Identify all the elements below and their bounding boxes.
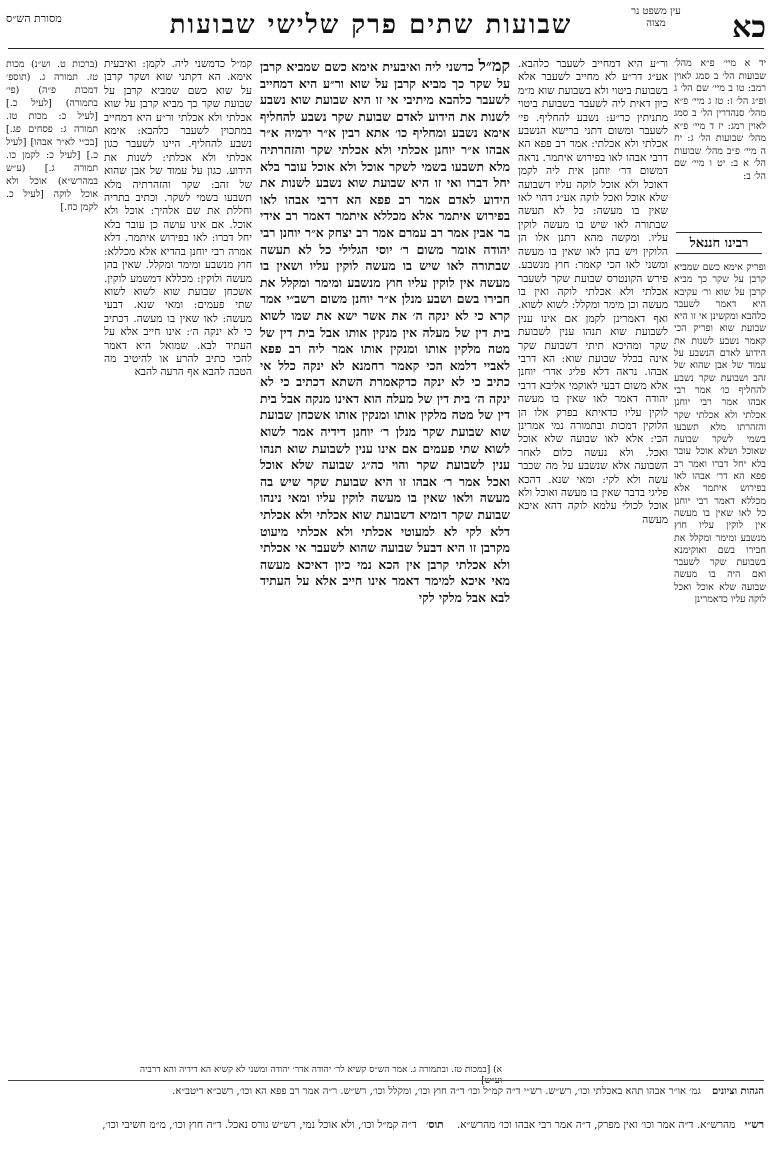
ein-mishpat-text: יד א מיי׳ פ״א מהל׳ שבועות הל׳ ב סמג לאוין רמב: טו ב מיי׳ שם הל׳ ג ופ״ג הל׳ ז: טז ג מיי׳ פ״א מהל׳ סנהדרין הל׳ ב סמג לאוין רמג: יז ד מיי׳ פ״א מהל׳ שבועות הל׳ ג: יח ה מיי׳ פ״ב מהל׳ שבועות הל׳ א ב: יט ו מיי׳ שם הל׳ ב: — [674, 58, 766, 182]
tosafot-text: ור״ע היא דמחייב לשעבר כלהבא. אע״ג דר״ע לא מחייב לשעבר אלא בשבועת ביטוי ולא בשבועת שוא מ״מ כיון דאית ליה לשעבר בשבועת ביטוי מתניתין כר״ע: נשבע להחליף. פי׳ לשעבר ומשום דתני ברישא הנשבע אכלתי ולא אכלתי: אמר רב פפא הא דרבי אבהו לאו בפירוש איתמר. נראה דמשום דר׳ יוחנן אית ליה לקמן דאוכל ולא אוכל לוקה עליו דשבועה שלא אוכל ואכל לוקה אע״ג דהוי לאו שאין בו מעשה: כל לא תעשה שבתורה לאו שיש בו מעשה לוקין עליו. ומקשה מהא דתנן אלו הן הלוקין ויש בהן לאו שאין בו מעשה ומשני לאו הכי קאמר: חוץ מנשבע. פירש הקונטרס שבועת שקר לשעבר אכלתי ולא אכלתי לוקה ואין בו מעשה וכן מימר ומקלל: לשוא לשוא. ואף דאמרינן לקמן אם אינו ענין לשבועת שוא תנהו ענין לשבועת שקר ומהיכא תיתי דשבועת שקר אינה בכלל שבועת שוא: הא דרבי אבהו. נראה דלא פליג אדר׳ יוחנן אלא משום דבעי לאוקמי אליבא דרבי יהודה דאמר לאו שאין בו מעשה לוקין עליו כדאיתא בפרק אלו הן הלוקין דמכות ובתמורה נמי אמרינן הכי: אלא לאו שבועה שלא אוכל ואכל. ולא נעשה כלום לאחר השבועה אלא שנשבע על מה שכבר עשה ולא לקי: ומאי שנא. דהכא פליגי בדבר שאין בו מעשה ואוכל ולא אוכל לכולי עלמא לוקה דהא איכא מעשה — [518, 58, 668, 526]
gemara-text: כדשני ליה ואיבעית אימא כשם שמביא קרבן על שקר כך מביא קרבן על שוא ור״ע היא דמחייב לשעבר כלהבא מיתיבי אי זו היא שבועת שוא נשבע לשנות את הידוע לאדם שבועת שקר נשבע להחליף אימא נשבע ומחליף כו׳ אתא רבין א״ר ירמיה א״ר אבהו א״ר יוחנן אכלתי ולא אכלתי שקר והזהרתיה מלא תשבעו בשמי לשקר אוכל ולא אוכל עובר בלא יחל דברו ואי זו היא שבועת שוא נשבע לשנות את הידוע לאדם אמר רב פפא הא דרבי אבהו לאו בפירוש איתמר אלא מכללא איתמר דאמר רב אידי בר אבין אמר רב עמרם אמר רב יצחק א״ר יוחנן רבי יהודה אומר משום ר׳ יוסי הגלילי כל לא תעשה שבתורה לאו שיש בו מעשה לוקין עליו ושאין בו מעשה אין לוקין עליו חוץ מנשבע ומימר ומקלל את חבירו בשם ושבע מנלן א״ר יוחנן משום רשב״י אמר קרא כי לא ינקה ה׳ את אשר ישא את שמו לשוא בית דין של מעלה אין מנקין אותו אבל בית דין של מטה מלקין אותו ומנקין אותו אמר ליה רב פפא לאביי דלמא הכי קאמר רחמנא לא ינקה כלל אי כתיב כי לא ינקה כדקאמרת השתא דכתיב כי לא ינקה ה׳ בית דין של מעלה הוא דאינו מנקה אבל בית דין של מטה מלקין אותו ומנקין אותו אשכחן שבועת שוא שבועת שקר מנלן ר׳ יוחנן דידיה אמר לשוא לשוא שתי פעמים אם אינו ענין לשבועת שוא תנהו ענין לשבועת שקר והוי כה״ג שבועה שלא אוכל ואכל אמר ר׳ אבהו זו היא שבועת שקר שיש בה מעשה ולאו שאין בו מעשה לוקין עליו ומאי נינהו שבועת שקר דומיא דשבועת שוא אכלתי ולא אכלתי דלא לקי לא למעוטי אכלתי ולא אכלתי מיעוט מקרבן זו היא דבעל שבועה שהוא לשעבר אי אכלתי ולא אכלתי קרבן אין הכא נמי כיון דאיכא מעשה מאי איכא למימר דאמר אינו חייב אלא על העתיד לבא אבל מלקי לקי — [260, 59, 510, 605]
rashi-column — [104, 58, 252, 1058]
footer-rashi-text: מהרש״א. ד״ה אמר וכו׳ ואין מפרק, ד״ה אמר רבי אבהו וכו׳ מהרש״א. — [456, 1119, 736, 1131]
rabbeinu-chananel-column — [674, 262, 766, 1062]
page-title: שבועות שתים פרק שלישי שבועות — [169, 10, 573, 40]
bottom-note: א) [במכות טז. ובתמורה ג. אמר הש״ס קשיא לר׳ יהודה אדר׳ יהודה ומשני לא קשיא הא דידיה והא דרביה וע״ש] — [139, 1065, 502, 1086]
hagahot-text: גמ׳ או״ר אבהו תהא באכלתי וכו׳, רש״ש. רש״י ד״ה קמ״ל וכו׳ ד״ה חוץ וכו׳, ומקלל וכו׳, רש״ש. ר״ה אמר רב פפא הא וכו׳, רשב״א ריטב״א. — [172, 1086, 701, 1097]
masoret-label: מסורת הש״ס — [6, 12, 62, 25]
masoret-text: (ברכות ט. וש״נ) מכות טז. תמורה ג. (תוספ׳ דמכות פ״ה) (פי׳ בתמורה) [לעיל כ.] [לעיל כ: מכות טז. תמורה ג: פסחים פג.] [בכ״י לא״ר אבהו] [לעיל כ.] [לעיל כ: לקמן כו. תמורה ג.] (ע״ש במהרש״א) אוכל ולא אוכל לוקה [לעיל כ. לקמן כח.] — [6, 59, 98, 213]
header-rule — [8, 48, 764, 49]
hagahot-section — [8, 1080, 764, 1099]
footer-tosafot-label: תוס׳ — [426, 1119, 444, 1131]
tosafot-column — [518, 58, 668, 1058]
footer-tosafot-text: ד״ה קמ״ל וכו׳, ולא אוכל נמי, רש״ש גורס נאכל. ד״ה חוץ וכו׳, מ״מ חשיבי וכו׳, — [102, 1119, 417, 1131]
footer-notes — [8, 1118, 764, 1132]
gemara-column — [260, 58, 510, 1058]
daf-number: כא — [732, 10, 766, 45]
footer-rashi-label: רש״י — [744, 1119, 764, 1131]
ein-mishpat-column — [674, 58, 766, 226]
rabbeinu-chananel-title: רבינו חננאל — [676, 232, 762, 254]
rashi-text: קמ״ל כדמשני ליה. לקמן: ואיבעית אימא. הא דקתני שוא ושקר קרבן על שוא כשם שמביא קרבן על שבועת שקר כך מביא קרבן על שוא אכלתי ולא אכלתי ור״ע היא דמחייב במתכוין לשעבר כלהבא: אימא נשבע להחליף. היינו לשעבר כגון אכלתי ולא אכלתי: לשנות את הידוע. כגון על עמוד של אבן שהוא של זהב: שקר והזהרתיה מלא תשבעו בשמי לשקר. וכתיב בתריה וחללת את שם אלהיך: אוכל ולא אוכל. אם אינו עושה כן עובר בלא יחל דברו: לאו בפירוש איתמר. דלא אמרה רבי יוחנן בהדיא אלא מכללא: חוץ מנשבע ומימר ומקלל. שאין בהן מעשה ולוקין: מכללא דמשמע לוקין. אשכחן שבועת שוא לשוא לשוא שתי פעמים: ומאי שנא. דבעי מעשה: לאו שאין בו מעשה. דכתיב כי לא ינקה ה׳: אינו חייב אלא על העתיד לבא. שמואל היא דאמר להכי כתיב להרע או להיטיב מה הטבה להבא אף הרעה להבא — [104, 58, 252, 379]
hagahot-label: הגהות וציונים — [711, 1086, 764, 1097]
gemara-opening: קמ״ל — [478, 58, 510, 75]
rabbeinu-chananel-text: ופריק אימא כשם שמביא קרבן על שקר כך מביא קרבן על שוא ור׳ עקיבא היא דאמר לשעבר כלהבא ומקשינן אי זו היא שבועת שוא ופריק הכי קאמר נשבע לשנות את הידוע לאדם הנשבע על עמוד של אבן שהוא של זהב ושבועת שקר נשבע להחליף כו׳ אמר רבי אבהו אמר רבי יוחנן אכלתי ולא אכלתי שקר והזהרתו מלא תשבעו בשמי לשקר שבועה שאוכל ושלא אוכל עובר בלא יחל דברו ואמר רב פפא הא דר׳ אבהו לאו בפירוש איתמר אלא מכללא דאמר רבי יוחנן כל לאו שאין בו מעשה אין לוקין עליו חוץ מנשבע ומימר ומקלל את חבירו בשם ואוקימנא בשבועת שקר לשעבר ואם היה בו מעשה שבועה שלא אוכל ואכל לוקה עליו כדאמרינן — [674, 262, 766, 606]
ein-mishpat-label: עין משפט נר מצוה — [631, 6, 681, 29]
page-header — [6, 4, 766, 48]
masoret-column — [6, 58, 98, 1058]
